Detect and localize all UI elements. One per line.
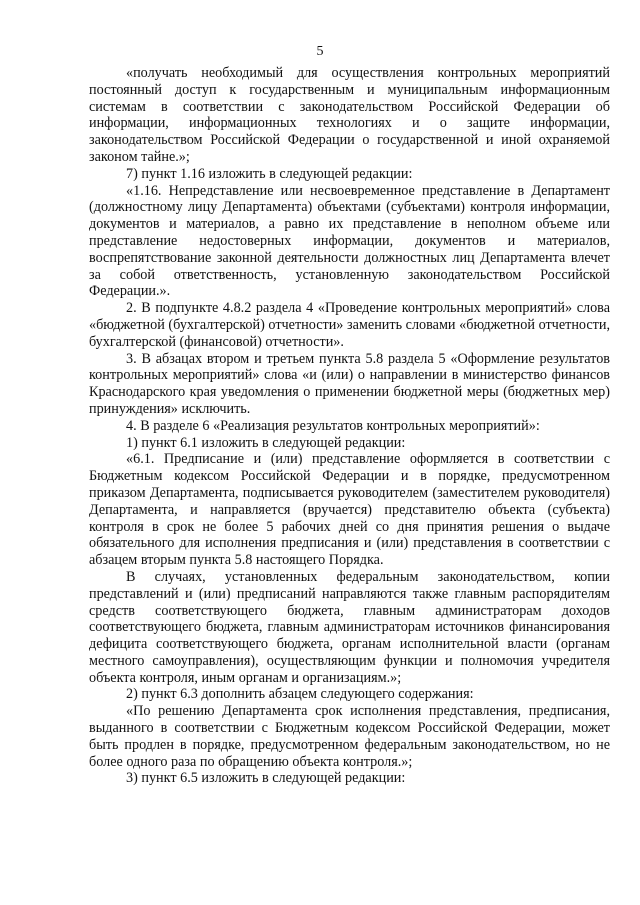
- paragraph-subitem-2: 2) пункт 6.3 дополнить абзацем следующего содержания:: [126, 686, 474, 703]
- document-body: [89, 65, 610, 787]
- paragraph-point-4: 4. В разделе 6 «Реализация результатов контрольных мероприятий»:: [126, 417, 540, 434]
- paragraph-subitem-3: 3) пункт 6.5 изложить в следующей редакции:: [126, 770, 406, 787]
- paragraph-extension-clause: «По решению Департамента срок исполнения представления, предписания, выданного в соответствии с Бюджетным кодексом Российской Федерации, может быть продлен в порядке, предусмотренном федеральным законодательством, но не более одного раза по обращению объекта контроля.»;: [89, 703, 610, 770]
- paragraph-point-2: 2. В подпункте 4.8.2 раздела 4 «Проведение контрольных мероприятий» слова «бюджетной (бухгалтерской) отчетности» заменить словами «бюджетной отчетности, бухгалтерской (финансовой) отчетности».: [89, 300, 610, 350]
- paragraph-clause-1-16: «1.16. Непредставление или несвоевременное представление в Департамент (должностному лицу Департамента) объектами (субъектами) контроля информации, документов и материалов, а равно их представление в неполном объеме или представление недостоверных информации, документов и материалов, воспрепятствование законной деятельности должностных лиц Департамента влечет за собой ответственность, установленную законодательством Российской Федерации.».: [89, 182, 610, 300]
- paragraph-item-7: 7) пункт 1.16 изложить в следующей редакции:: [126, 165, 413, 182]
- paragraph-point-3: 3. В абзацах втором и третьем пункта 5.8 раздела 5 «Оформление результатов контрольных мероприятий» слова «и (или) о направлении в министерство финансов Краснодарского края уведомления о применении бюджетной меры (бюджетных мер) принуждения» исключить.: [89, 350, 610, 417]
- paragraph-copies-clause: В случаях, установленных федеральным законодательством, копии представлений и (или) предписаний направляются также главным распорядителям средств соответствующего бюджета, главным администраторам доходов соответствующего бюджета, главным администраторам источников финансирования дефицита соответствующего бюджета, органам исполнительной власти (органам местного самоуправления), осуществляющим функции и полномочия учредителя объекта контроля, иным органам и организациям.»;: [89, 568, 610, 686]
- paragraph-clause-6-1: «6.1. Предписание и (или) представление оформляется в соответствии с Бюджетным кодексом Российской Федерации и в порядке, предусмотренном приказом Департамента, подписывается руководителем (заместителем руководителя) Департамента, и направляется (вручается) представителю объекта (субъекта) контроля в срок не более 5 рабочих дней со дня принятия решения о выдаче обязательного для исполнения предписания и (или) представления в соответствии с абзацем вторым пункта 5.8 настоящего Порядка.: [89, 451, 610, 569]
- page-number: 5: [316, 44, 324, 59]
- paragraph-subitem-1: 1) пункт 6.1 изложить в следующей редакции:: [126, 434, 406, 451]
- paragraph-quote-access-clause: «получать необходимый для осуществления контрольных мероприятий постоянный доступ к государственным и муниципальным информационным системам в соответствии с законодательством Российской Федерации об информации, информационных технологиях и о защите информации, законодательством Российской Федерации о государственной и иной охраняемой законом тайне.»;: [89, 65, 610, 165]
